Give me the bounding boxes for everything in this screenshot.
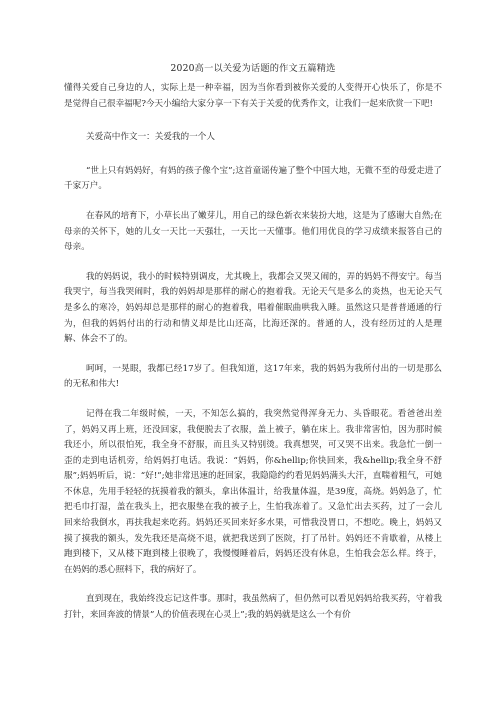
essay-paragraph-2: 在春风的培育下，小草长出了嫩芽儿，用自己的绿色新衣来装扮大地，这是为了感谢大自然;在母亲的关怀下，她的儿女一天比一天强壮，一天比一天懂事。他们用优良的学习成绩来报答自己的母亲。 bbox=[64, 210, 442, 253]
intro-paragraph: 懂得关爱自己身边的人，实际上是一种幸福，因为当你看到被你关爱的人变得开心快乐了，你是不是觉得自己很幸福呢?今天小编给大家分享一下有关于关爱的优秀作文，让我们一起来欣赏一下吧! bbox=[64, 83, 442, 109]
essay-paragraph-3: 我的妈妈说，我小的时候特别调皮，尤其晚上，我都会又哭又闹的，弄的妈妈不得安宁。每当我哭宁，每当我哭闹时，我的妈妈却是那样的耐心的抱着我。无论天气是多么的炎热，也无论天气是多么的寒冷，妈妈却总是那样的耐心的抱着我，唱着催眠曲哄我入睡。虽然这只是普普通通的行为，但我的妈妈付出的行动和情义却是比山还高，比海还深的。普通的人，没有经历过的人是理解、体会不了的。 bbox=[64, 271, 442, 345]
essay-heading: 关爱高中作文一：关爱我的一个人 bbox=[86, 132, 215, 143]
essay-paragraph-6: 直到现在，我始终没忘记这件事。那时，我虽然病了，但仍然可以看见妈妈给我买药，守着我打针，来回奔波的情景”人的价值表现在心灵上”;我的妈妈就是这么一个有价 bbox=[64, 594, 442, 621]
document-title: 2020高一以关爱为话题的作文五篇精选 bbox=[170, 63, 336, 74]
essay-paragraph-1: “世上只有妈妈好，有妈的孩子像个宝”;这首童谣传遍了整个中国大地，无微不至的母爱走进了千家万户。 bbox=[64, 165, 442, 192]
essay-paragraph-4: 呵呵，一晃眼，我都已经17岁了。但我知道，这17年来，我的妈妈为我所付出的一切是那么的无私和伟大! bbox=[64, 363, 442, 390]
essay-paragraph-5: 记得在我二年级时候，一天，不知怎么搞的，我突然觉得浑身无力、头昏眼花。看爸爸出差了，妈妈又再上班，还没回家，我便脱去了衣服，盖上被子，躺在床上。我非常害怕，因为那时候我还小，所以很怕死，我全身不舒服，而且头又特别烫。我真想哭，可又哭不出来。我急忙一倒一歪的走到电话机旁，给妈妈打电话。我说：“妈妈，你&hellip;你快回来，我&hellip;我全身不舒服”;妈妈听后，说：“好!”;她非常迅速的赶回家，我隐隐约约看见妈妈满头大汗，直喘着粗气，可她不休息，先用手轻轻的抚摸着我的额头，拿出体温计，给我量体温，是39度，高烧。妈妈急了，忙把毛巾打湿，盖在我头上，把衣服垫在我的被子上，生怕我冻着了。又急忙出去买药，过了一会儿回来给我倒水，再扶我起来吃药。妈妈还买回来好多水果，可惜我没胃口，不想吃。晚上，妈妈又摸了摸我的额头，发先我还是高烧不退，就把我送到了医院，打了吊针。妈妈还不肯歇着，从楼上跑到楼下，又从楼下跑到楼上很晚了，我慢慢睡着后，妈妈还没有休息，生怕我会怎么样。终于，在妈妈的悉心照料下，我的病好了。 bbox=[64, 408, 442, 575]
